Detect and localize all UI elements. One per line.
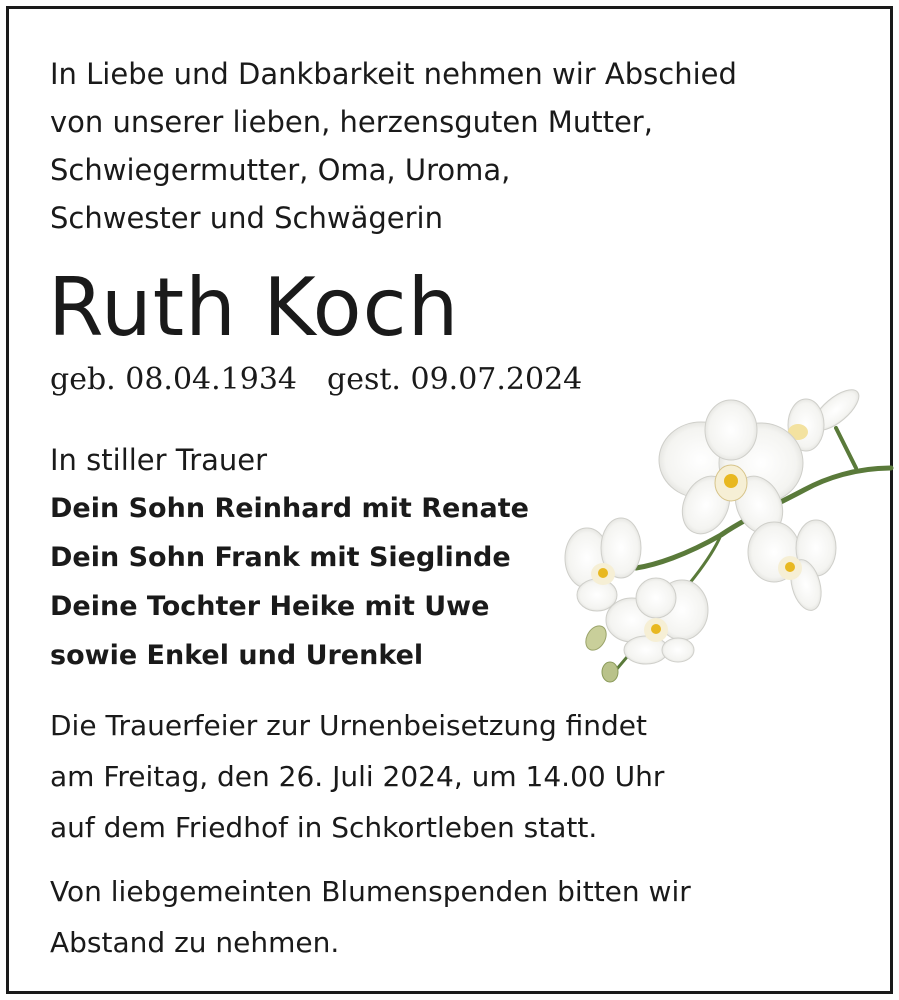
- closing-note: [50, 866, 691, 968]
- intro-line: Schwester und Schwägerin: [50, 201, 443, 235]
- intro-line: von unserer lieben, herzensguten Mutter,: [50, 105, 653, 139]
- intro-line: In Liebe und Dankbarkeit nehmen wir Abschied: [50, 57, 737, 91]
- mourner: sowie Enkel und Urenkel: [50, 640, 424, 671]
- intro-text: [50, 50, 737, 242]
- birth-date: geb. 08.04.1934: [50, 362, 298, 397]
- mourner: Dein Sohn Reinhard mit Renate: [50, 493, 529, 524]
- white-orchid-icon: [556, 370, 896, 690]
- ceremony-line: Die Trauerfeier zur Urnenbeisetzung findet: [50, 709, 647, 742]
- death-date: gest. 09.07.2024: [327, 362, 583, 397]
- mourners-intro: In stiller Trauer: [50, 443, 268, 477]
- deceased-name: Ruth Koch: [48, 261, 460, 354]
- mourner: Deine Tochter Heike mit Uwe: [50, 591, 490, 622]
- mourner: Dein Sohn Frank mit Sieglinde: [50, 542, 511, 573]
- ceremony-info: [50, 700, 664, 853]
- ceremony-line: am Freitag, den 26. Juli 2024, um 14.00 Uhr: [50, 760, 665, 793]
- intro-line: Schwiegermutter, Oma, Uroma,: [50, 153, 511, 187]
- ceremony-line: auf dem Friedhof in Schkortleben statt.: [50, 811, 598, 844]
- closing-line: Abstand zu nehmen.: [50, 926, 340, 959]
- mourners-list: [50, 484, 529, 680]
- life-dates: [50, 360, 582, 400]
- closing-line: Von liebgemeinten Blumenspenden bitten wir: [50, 875, 691, 908]
